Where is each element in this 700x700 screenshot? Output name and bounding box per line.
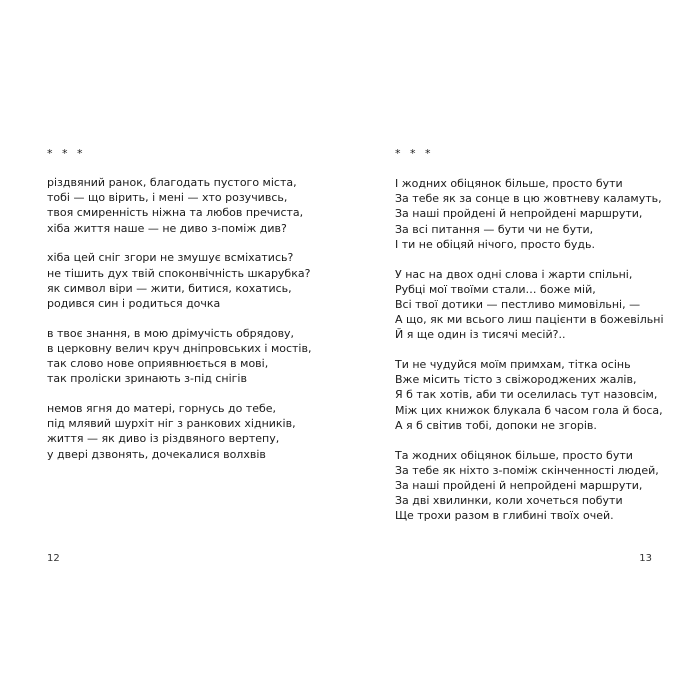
- verse-line: тобі — що вірить, і мені — хто розучивсь,: [47, 191, 288, 205]
- verse-line: За дві хвилинки, коли хочеться побути: [395, 494, 623, 508]
- verse-line: Й я ще один із тисячі месій?..: [395, 328, 566, 342]
- verse-line: життя — як диво із різдвяного вертепу,: [47, 432, 280, 446]
- verse-line: під млявий шурхіт ніг з ранкових хідників,: [47, 417, 296, 431]
- verse-line: не тішить дух твій споконвічність шкарубка?: [47, 266, 311, 280]
- stanza: [47, 250, 311, 311]
- verse-line: Між цих книжок блукала б часом гола й боса,: [395, 403, 663, 417]
- verse-line: А я б світив тобі, допоки не згорів.: [395, 418, 597, 432]
- stanza: [395, 357, 664, 433]
- verse-line: За наші пройдені й непройдені маршрути,: [395, 207, 643, 221]
- verse-line: так слово нове оприявнюється в мові,: [47, 357, 269, 371]
- right-page: [350, 0, 700, 700]
- verse-line: І ти не обіцяй нічого, просто будь.: [395, 237, 596, 251]
- poem: [395, 176, 664, 524]
- verse-line: немов ягня до матері, горнусь до тебе,: [47, 401, 277, 415]
- verse-line: хіба життя наше — не диво з-поміж див?: [47, 221, 287, 235]
- verse-line: А що, як ми всього лиш пацієнти в божевільні: [395, 313, 664, 327]
- verse-line: І жодних обіцянок більше, просто бути: [395, 177, 623, 190]
- verse-line: Всі твої дотики — пестливо мимовільні, —: [395, 297, 641, 311]
- verse-line: різдвяний ранок, благодать пустого міста,: [47, 176, 297, 189]
- poem: [47, 175, 311, 462]
- stanza: [47, 326, 311, 387]
- verse-line: Рубці мої твоїми стали… боже мій,: [395, 282, 596, 296]
- stanza: [47, 401, 311, 462]
- verse-line: У нас на двох одні слова і жарти спільні,: [395, 267, 633, 281]
- verse-line: За наші пройдені й непройдені маршрути,: [395, 478, 643, 492]
- verse-line: так проліски зринають з-під снігів: [47, 372, 247, 386]
- verse-line: у двері дзвонять, дочекалися волхвів: [47, 447, 266, 461]
- verse-line: Ти не чудуйся моїм примхам, тітка осінь: [395, 358, 631, 372]
- verse-line: як символ віри — жити, битися, кохатись,: [47, 281, 292, 295]
- section-ornament: * * *: [47, 147, 86, 160]
- verse-line: Ще трохи разом в глибині твоїх очей.: [395, 509, 614, 523]
- verse-line: Та жодних обіцянок більше, просто бути: [395, 448, 633, 462]
- verse-line: в церковну велич круч дніпровських і мостів,: [47, 341, 312, 355]
- page-number: 13: [639, 553, 652, 564]
- verse-line: За тебе як за сонце в цю жовтневу каламуть,: [395, 192, 662, 206]
- verse-line: За тебе як ніхто з-поміж скінченності людей,: [395, 463, 659, 477]
- stanza: [47, 175, 311, 236]
- page-number: 12: [47, 553, 60, 564]
- verse-line: За всі питання — бути чи не бути,: [395, 222, 594, 236]
- stanza: [395, 267, 664, 343]
- stanza: [395, 176, 664, 252]
- verse-line: в твоє знання, в мою дрімучість обрядову,: [47, 326, 295, 340]
- stanza: [395, 448, 664, 524]
- verse-line: хіба цей сніг згори не змушує всміхатись?: [47, 251, 294, 265]
- verse-line: Вже місить тісто з свіжороджених жалів,: [395, 373, 637, 387]
- verse-line: твоя смиренність ніжна та любов пречиста,: [47, 206, 304, 220]
- verse-line: родився син і родиться дочка: [47, 296, 221, 310]
- section-ornament: * * *: [395, 147, 434, 160]
- verse-line: Я б так хотів, аби ти оселилась тут назовсім,: [395, 388, 658, 402]
